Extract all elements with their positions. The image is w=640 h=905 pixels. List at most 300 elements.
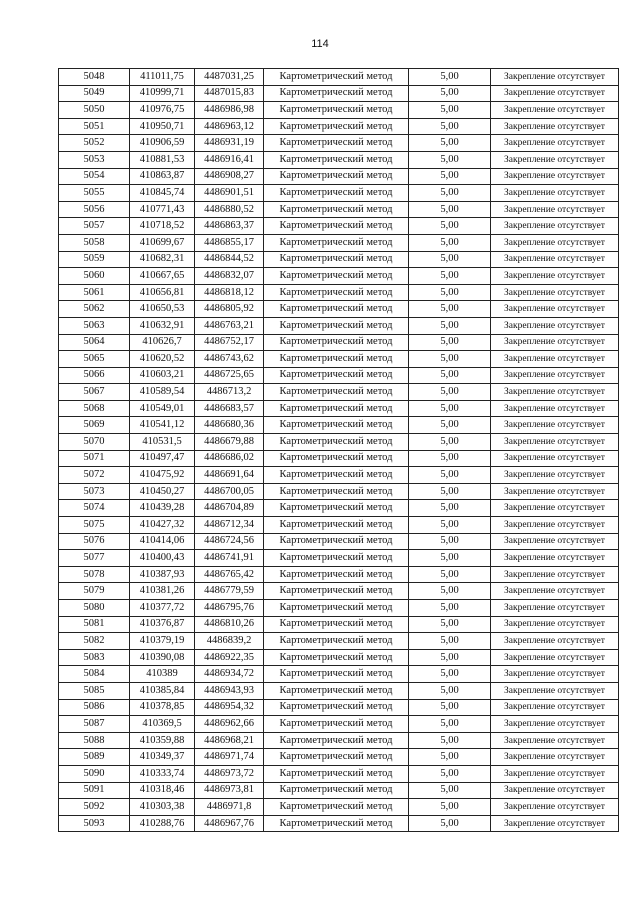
point-number-cell: 5052: [59, 135, 130, 152]
method-cell: Картометрический метод: [264, 749, 409, 766]
table-row: [59, 185, 619, 202]
y-coordinate-cell: 4486934,72: [195, 666, 264, 683]
point-number-cell: 5064: [59, 334, 130, 351]
y-coordinate-cell: 4486922,35: [195, 649, 264, 666]
y-coordinate-cell: 4486725,65: [195, 367, 264, 384]
x-coordinate-cell: 410414,06: [130, 533, 195, 550]
coordinates-table: [58, 68, 619, 832]
x-coordinate-cell: 410667,65: [130, 268, 195, 285]
point-number-cell: 5059: [59, 251, 130, 268]
fixing-status-cell: Закрепление отсутствует: [491, 102, 619, 119]
table-row: [59, 782, 619, 799]
table-row: [59, 284, 619, 301]
accuracy-cell: 5,00: [409, 268, 491, 285]
point-number-cell: 5082: [59, 633, 130, 650]
fixing-status-cell: Закрепление отсутствует: [491, 699, 619, 716]
accuracy-cell: 5,00: [409, 417, 491, 434]
point-number-cell: 5070: [59, 434, 130, 451]
accuracy-cell: 5,00: [409, 699, 491, 716]
accuracy-cell: 5,00: [409, 69, 491, 86]
table-row: [59, 732, 619, 749]
accuracy-cell: 5,00: [409, 483, 491, 500]
fixing-status-cell: Закрепление отсутствует: [491, 732, 619, 749]
method-cell: Картометрический метод: [264, 566, 409, 583]
method-cell: Картометрический метод: [264, 268, 409, 285]
point-number-cell: 5050: [59, 102, 130, 119]
fixing-status-cell: Закрепление отсутствует: [491, 550, 619, 567]
accuracy-cell: 5,00: [409, 616, 491, 633]
fixing-status-cell: Закрепление отсутствует: [491, 583, 619, 600]
method-cell: Картометрический метод: [264, 815, 409, 832]
accuracy-cell: 5,00: [409, 583, 491, 600]
accuracy-cell: 5,00: [409, 716, 491, 733]
method-cell: Картометрический метод: [264, 85, 409, 102]
method-cell: Картометрический метод: [264, 102, 409, 119]
x-coordinate-cell: 410385,84: [130, 682, 195, 699]
point-number-cell: 5089: [59, 749, 130, 766]
point-number-cell: 5065: [59, 351, 130, 368]
method-cell: Картометрический метод: [264, 201, 409, 218]
x-coordinate-cell: 411011,75: [130, 69, 195, 86]
table-row: [59, 434, 619, 451]
table-row: [59, 301, 619, 318]
table-row: [59, 351, 619, 368]
point-number-cell: 5077: [59, 550, 130, 567]
x-coordinate-cell: 410387,93: [130, 566, 195, 583]
accuracy-cell: 5,00: [409, 351, 491, 368]
accuracy-cell: 5,00: [409, 151, 491, 168]
accuracy-cell: 5,00: [409, 284, 491, 301]
accuracy-cell: 5,00: [409, 434, 491, 451]
x-coordinate-cell: 410288,76: [130, 815, 195, 832]
accuracy-cell: 5,00: [409, 666, 491, 683]
table-row: [59, 334, 619, 351]
method-cell: Картометрический метод: [264, 351, 409, 368]
method-cell: Картометрический метод: [264, 367, 409, 384]
y-coordinate-cell: 4486752,17: [195, 334, 264, 351]
accuracy-cell: 5,00: [409, 799, 491, 816]
method-cell: Картометрический метод: [264, 616, 409, 633]
point-number-cell: 5087: [59, 716, 130, 733]
fixing-status-cell: Закрепление отсутствует: [491, 168, 619, 185]
accuracy-cell: 5,00: [409, 765, 491, 782]
fixing-status-cell: Закрепление отсутствует: [491, 284, 619, 301]
method-cell: Картометрический метод: [264, 135, 409, 152]
table-row: [59, 417, 619, 434]
fixing-status-cell: Закрепление отсутствует: [491, 268, 619, 285]
y-coordinate-cell: 4486686,02: [195, 450, 264, 467]
y-coordinate-cell: 4486691,64: [195, 467, 264, 484]
method-cell: Картометрический метод: [264, 151, 409, 168]
method-cell: Картометрический метод: [264, 434, 409, 451]
method-cell: Картометрический метод: [264, 550, 409, 567]
accuracy-cell: 5,00: [409, 600, 491, 617]
accuracy-cell: 5,00: [409, 185, 491, 202]
x-coordinate-cell: 410303,38: [130, 799, 195, 816]
point-number-cell: 5061: [59, 284, 130, 301]
x-coordinate-cell: 410632,91: [130, 317, 195, 334]
page-number: 114: [311, 38, 329, 50]
y-coordinate-cell: 4486795,76: [195, 600, 264, 617]
y-coordinate-cell: 4486971,74: [195, 749, 264, 766]
table-row: [59, 765, 619, 782]
point-number-cell: 5048: [59, 69, 130, 86]
fixing-status-cell: Закрепление отсутствует: [491, 384, 619, 401]
method-cell: Картометрический метод: [264, 533, 409, 550]
y-coordinate-cell: 4486986,98: [195, 102, 264, 119]
table-row: [59, 234, 619, 251]
x-coordinate-cell: 410950,71: [130, 118, 195, 135]
table-row: [59, 799, 619, 816]
table-row: [59, 85, 619, 102]
point-number-cell: 5081: [59, 616, 130, 633]
fixing-status-cell: Закрепление отсутствует: [491, 682, 619, 699]
table-row: [59, 682, 619, 699]
y-coordinate-cell: 4486713,2: [195, 384, 264, 401]
method-cell: Картометрический метод: [264, 234, 409, 251]
accuracy-cell: 5,00: [409, 815, 491, 832]
y-coordinate-cell: 4486805,92: [195, 301, 264, 318]
x-coordinate-cell: 410650,53: [130, 301, 195, 318]
method-cell: Картометрический метод: [264, 483, 409, 500]
fixing-status-cell: Закрепление отсутствует: [491, 185, 619, 202]
fixing-status-cell: Закрепление отсутствует: [491, 633, 619, 650]
x-coordinate-cell: 410549,01: [130, 400, 195, 417]
y-coordinate-cell: 4486968,21: [195, 732, 264, 749]
accuracy-cell: 5,00: [409, 102, 491, 119]
table-row: [59, 533, 619, 550]
point-number-cell: 5083: [59, 649, 130, 666]
method-cell: Картометрический метод: [264, 765, 409, 782]
x-coordinate-cell: 410999,71: [130, 85, 195, 102]
x-coordinate-cell: 410589,54: [130, 384, 195, 401]
accuracy-cell: 5,00: [409, 400, 491, 417]
fixing-status-cell: Закрепление отсутствует: [491, 666, 619, 683]
x-coordinate-cell: 410718,52: [130, 218, 195, 235]
table-row: [59, 666, 619, 683]
fixing-status-cell: Закрепление отсутствует: [491, 566, 619, 583]
x-coordinate-cell: 410541,12: [130, 417, 195, 434]
method-cell: Картометрический метод: [264, 218, 409, 235]
point-number-cell: 5057: [59, 218, 130, 235]
point-number-cell: 5074: [59, 500, 130, 517]
y-coordinate-cell: 4486704,89: [195, 500, 264, 517]
x-coordinate-cell: 410349,37: [130, 749, 195, 766]
table-body: [59, 69, 619, 832]
point-number-cell: 5053: [59, 151, 130, 168]
method-cell: Картометрический метод: [264, 682, 409, 699]
accuracy-cell: 5,00: [409, 467, 491, 484]
x-coordinate-cell: 410400,43: [130, 550, 195, 567]
method-cell: Картометрический метод: [264, 118, 409, 135]
table-row: [59, 550, 619, 567]
fixing-status-cell: Закрепление отсутствует: [491, 799, 619, 816]
x-coordinate-cell: 410389: [130, 666, 195, 683]
table-row: [59, 118, 619, 135]
fixing-status-cell: Закрепление отсутствует: [491, 600, 619, 617]
point-number-cell: 5088: [59, 732, 130, 749]
point-number-cell: 5090: [59, 765, 130, 782]
point-number-cell: 5072: [59, 467, 130, 484]
method-cell: Картометрический метод: [264, 799, 409, 816]
fixing-status-cell: Закрепление отсутствует: [491, 334, 619, 351]
point-number-cell: 5091: [59, 782, 130, 799]
accuracy-cell: 5,00: [409, 517, 491, 534]
method-cell: Картометрический метод: [264, 400, 409, 417]
y-coordinate-cell: 4486763,21: [195, 317, 264, 334]
method-cell: Картометрический метод: [264, 666, 409, 683]
method-cell: Картометрический метод: [264, 251, 409, 268]
x-coordinate-cell: 410626,7: [130, 334, 195, 351]
method-cell: Картометрический метод: [264, 168, 409, 185]
x-coordinate-cell: 410359,88: [130, 732, 195, 749]
point-number-cell: 5060: [59, 268, 130, 285]
point-number-cell: 5080: [59, 600, 130, 617]
table-row: [59, 151, 619, 168]
y-coordinate-cell: 4486880,52: [195, 201, 264, 218]
accuracy-cell: 5,00: [409, 118, 491, 135]
point-number-cell: 5069: [59, 417, 130, 434]
y-coordinate-cell: 4486901,51: [195, 185, 264, 202]
method-cell: Картометрический метод: [264, 633, 409, 650]
method-cell: Картометрический метод: [264, 649, 409, 666]
y-coordinate-cell: 4486832,07: [195, 268, 264, 285]
fixing-status-cell: Закрепление отсутствует: [491, 434, 619, 451]
fixing-status-cell: Закрепление отсутствует: [491, 69, 619, 86]
fixing-status-cell: Закрепление отсутствует: [491, 417, 619, 434]
fixing-status-cell: Закрепление отсутствует: [491, 251, 619, 268]
x-coordinate-cell: 410450,27: [130, 483, 195, 500]
x-coordinate-cell: 410863,87: [130, 168, 195, 185]
table-row: [59, 268, 619, 285]
point-number-cell: 5062: [59, 301, 130, 318]
point-number-cell: 5066: [59, 367, 130, 384]
y-coordinate-cell: 4486916,41: [195, 151, 264, 168]
point-number-cell: 5073: [59, 483, 130, 500]
x-coordinate-cell: 410531,5: [130, 434, 195, 451]
point-number-cell: 5075: [59, 517, 130, 534]
method-cell: Картометрический метод: [264, 716, 409, 733]
y-coordinate-cell: 4486700,05: [195, 483, 264, 500]
point-number-cell: 5054: [59, 168, 130, 185]
point-number-cell: 5067: [59, 384, 130, 401]
method-cell: Картометрический метод: [264, 782, 409, 799]
y-coordinate-cell: 4486818,12: [195, 284, 264, 301]
method-cell: Картометрический метод: [264, 317, 409, 334]
fixing-status-cell: Закрепление отсутствует: [491, 218, 619, 235]
y-coordinate-cell: 4486844,52: [195, 251, 264, 268]
accuracy-cell: 5,00: [409, 317, 491, 334]
fixing-status-cell: Закрепление отсутствует: [491, 517, 619, 534]
table-row: [59, 600, 619, 617]
y-coordinate-cell: 4486963,12: [195, 118, 264, 135]
method-cell: Картометрический метод: [264, 417, 409, 434]
fixing-status-cell: Закрепление отсутствует: [491, 301, 619, 318]
fixing-status-cell: Закрепление отсутствует: [491, 765, 619, 782]
point-number-cell: 5085: [59, 682, 130, 699]
accuracy-cell: 5,00: [409, 367, 491, 384]
y-coordinate-cell: 4486973,72: [195, 765, 264, 782]
method-cell: Картометрический метод: [264, 69, 409, 86]
y-coordinate-cell: 4486863,37: [195, 218, 264, 235]
accuracy-cell: 5,00: [409, 135, 491, 152]
x-coordinate-cell: 410318,46: [130, 782, 195, 799]
x-coordinate-cell: 410390,08: [130, 649, 195, 666]
table-row: [59, 716, 619, 733]
table-row: [59, 367, 619, 384]
method-cell: Картометрический метод: [264, 301, 409, 318]
table-row: [59, 517, 619, 534]
point-number-cell: 5086: [59, 699, 130, 716]
method-cell: Картометрический метод: [264, 334, 409, 351]
table-row: [59, 467, 619, 484]
x-coordinate-cell: 410475,92: [130, 467, 195, 484]
fixing-status-cell: Закрепление отсутствует: [491, 533, 619, 550]
accuracy-cell: 5,00: [409, 500, 491, 517]
x-coordinate-cell: 410379,19: [130, 633, 195, 650]
method-cell: Картометрический метод: [264, 467, 409, 484]
accuracy-cell: 5,00: [409, 782, 491, 799]
point-number-cell: 5079: [59, 583, 130, 600]
table-row: [59, 483, 619, 500]
fixing-status-cell: Закрепление отсутствует: [491, 782, 619, 799]
table-row: [59, 102, 619, 119]
table-row: [59, 633, 619, 650]
fixing-status-cell: Закрепление отсутствует: [491, 367, 619, 384]
x-coordinate-cell: 410845,74: [130, 185, 195, 202]
point-number-cell: 5058: [59, 234, 130, 251]
point-number-cell: 5076: [59, 533, 130, 550]
y-coordinate-cell: 4486743,62: [195, 351, 264, 368]
accuracy-cell: 5,00: [409, 566, 491, 583]
point-number-cell: 5063: [59, 317, 130, 334]
point-number-cell: 5084: [59, 666, 130, 683]
fixing-status-cell: Закрепление отсутствует: [491, 85, 619, 102]
x-coordinate-cell: 410377,72: [130, 600, 195, 617]
y-coordinate-cell: 4486810,26: [195, 616, 264, 633]
y-coordinate-cell: 4486954,32: [195, 699, 264, 716]
accuracy-cell: 5,00: [409, 682, 491, 699]
accuracy-cell: 5,00: [409, 550, 491, 567]
y-coordinate-cell: 4486967,76: [195, 815, 264, 832]
accuracy-cell: 5,00: [409, 633, 491, 650]
table-row: [59, 649, 619, 666]
table-row: [59, 384, 619, 401]
y-coordinate-cell: 4486779,59: [195, 583, 264, 600]
method-cell: Картометрический метод: [264, 284, 409, 301]
method-cell: Картометрический метод: [264, 500, 409, 517]
x-coordinate-cell: 410378,85: [130, 699, 195, 716]
y-coordinate-cell: 4486724,56: [195, 533, 264, 550]
x-coordinate-cell: 410427,32: [130, 517, 195, 534]
accuracy-cell: 5,00: [409, 649, 491, 666]
x-coordinate-cell: 410603,21: [130, 367, 195, 384]
fixing-status-cell: Закрепление отсутствует: [491, 815, 619, 832]
accuracy-cell: 5,00: [409, 732, 491, 749]
accuracy-cell: 5,00: [409, 168, 491, 185]
table-row: [59, 69, 619, 86]
y-coordinate-cell: 4486712,34: [195, 517, 264, 534]
fixing-status-cell: Закрепление отсутствует: [491, 135, 619, 152]
fixing-status-cell: Закрепление отсутствует: [491, 450, 619, 467]
y-coordinate-cell: 4486855,17: [195, 234, 264, 251]
table-row: [59, 749, 619, 766]
point-number-cell: 5056: [59, 201, 130, 218]
accuracy-cell: 5,00: [409, 301, 491, 318]
y-coordinate-cell: 4486908,27: [195, 168, 264, 185]
x-coordinate-cell: 410376,87: [130, 616, 195, 633]
table-row: [59, 251, 619, 268]
fixing-status-cell: Закрепление отсутствует: [491, 649, 619, 666]
y-coordinate-cell: 4486962,66: [195, 716, 264, 733]
x-coordinate-cell: 410656,81: [130, 284, 195, 301]
y-coordinate-cell: 4486683,57: [195, 400, 264, 417]
table-row: [59, 218, 619, 235]
table-row: [59, 815, 619, 832]
method-cell: Картометрический метод: [264, 583, 409, 600]
y-coordinate-cell: 4486973,81: [195, 782, 264, 799]
fixing-status-cell: Закрепление отсутствует: [491, 500, 619, 517]
y-coordinate-cell: 4487015,83: [195, 85, 264, 102]
table-row: [59, 583, 619, 600]
y-coordinate-cell: 4486943,93: [195, 682, 264, 699]
y-coordinate-cell: 4486931,19: [195, 135, 264, 152]
y-coordinate-cell: 4486680,36: [195, 417, 264, 434]
fixing-status-cell: Закрепление отсутствует: [491, 151, 619, 168]
point-number-cell: 5055: [59, 185, 130, 202]
fixing-status-cell: Закрепление отсутствует: [491, 400, 619, 417]
x-coordinate-cell: 410369,5: [130, 716, 195, 733]
point-number-cell: 5071: [59, 450, 130, 467]
table-row: [59, 566, 619, 583]
table-row: [59, 450, 619, 467]
x-coordinate-cell: 410699,67: [130, 234, 195, 251]
x-coordinate-cell: 410381,26: [130, 583, 195, 600]
y-coordinate-cell: 4486839,2: [195, 633, 264, 650]
accuracy-cell: 5,00: [409, 533, 491, 550]
x-coordinate-cell: 410771,43: [130, 201, 195, 218]
method-cell: Картометрический метод: [264, 600, 409, 617]
accuracy-cell: 5,00: [409, 334, 491, 351]
point-number-cell: 5051: [59, 118, 130, 135]
fixing-status-cell: Закрепление отсутствует: [491, 201, 619, 218]
accuracy-cell: 5,00: [409, 384, 491, 401]
x-coordinate-cell: 410682,31: [130, 251, 195, 268]
y-coordinate-cell: 4486741,91: [195, 550, 264, 567]
fixing-status-cell: Закрепление отсутствует: [491, 749, 619, 766]
point-number-cell: 5049: [59, 85, 130, 102]
x-coordinate-cell: 410620,52: [130, 351, 195, 368]
method-cell: Картометрический метод: [264, 517, 409, 534]
x-coordinate-cell: 410976,75: [130, 102, 195, 119]
y-coordinate-cell: 4486679,88: [195, 434, 264, 451]
accuracy-cell: 5,00: [409, 201, 491, 218]
x-coordinate-cell: 410333,74: [130, 765, 195, 782]
table-row: [59, 616, 619, 633]
table-row: [59, 317, 619, 334]
fixing-status-cell: Закрепление отсутствует: [491, 118, 619, 135]
fixing-status-cell: Закрепление отсутствует: [491, 234, 619, 251]
method-cell: Картометрический метод: [264, 699, 409, 716]
accuracy-cell: 5,00: [409, 85, 491, 102]
table-row: [59, 400, 619, 417]
fixing-status-cell: Закрепление отсутствует: [491, 351, 619, 368]
accuracy-cell: 5,00: [409, 234, 491, 251]
x-coordinate-cell: 410497,47: [130, 450, 195, 467]
accuracy-cell: 5,00: [409, 218, 491, 235]
y-coordinate-cell: 4486765,42: [195, 566, 264, 583]
x-coordinate-cell: 410906,59: [130, 135, 195, 152]
